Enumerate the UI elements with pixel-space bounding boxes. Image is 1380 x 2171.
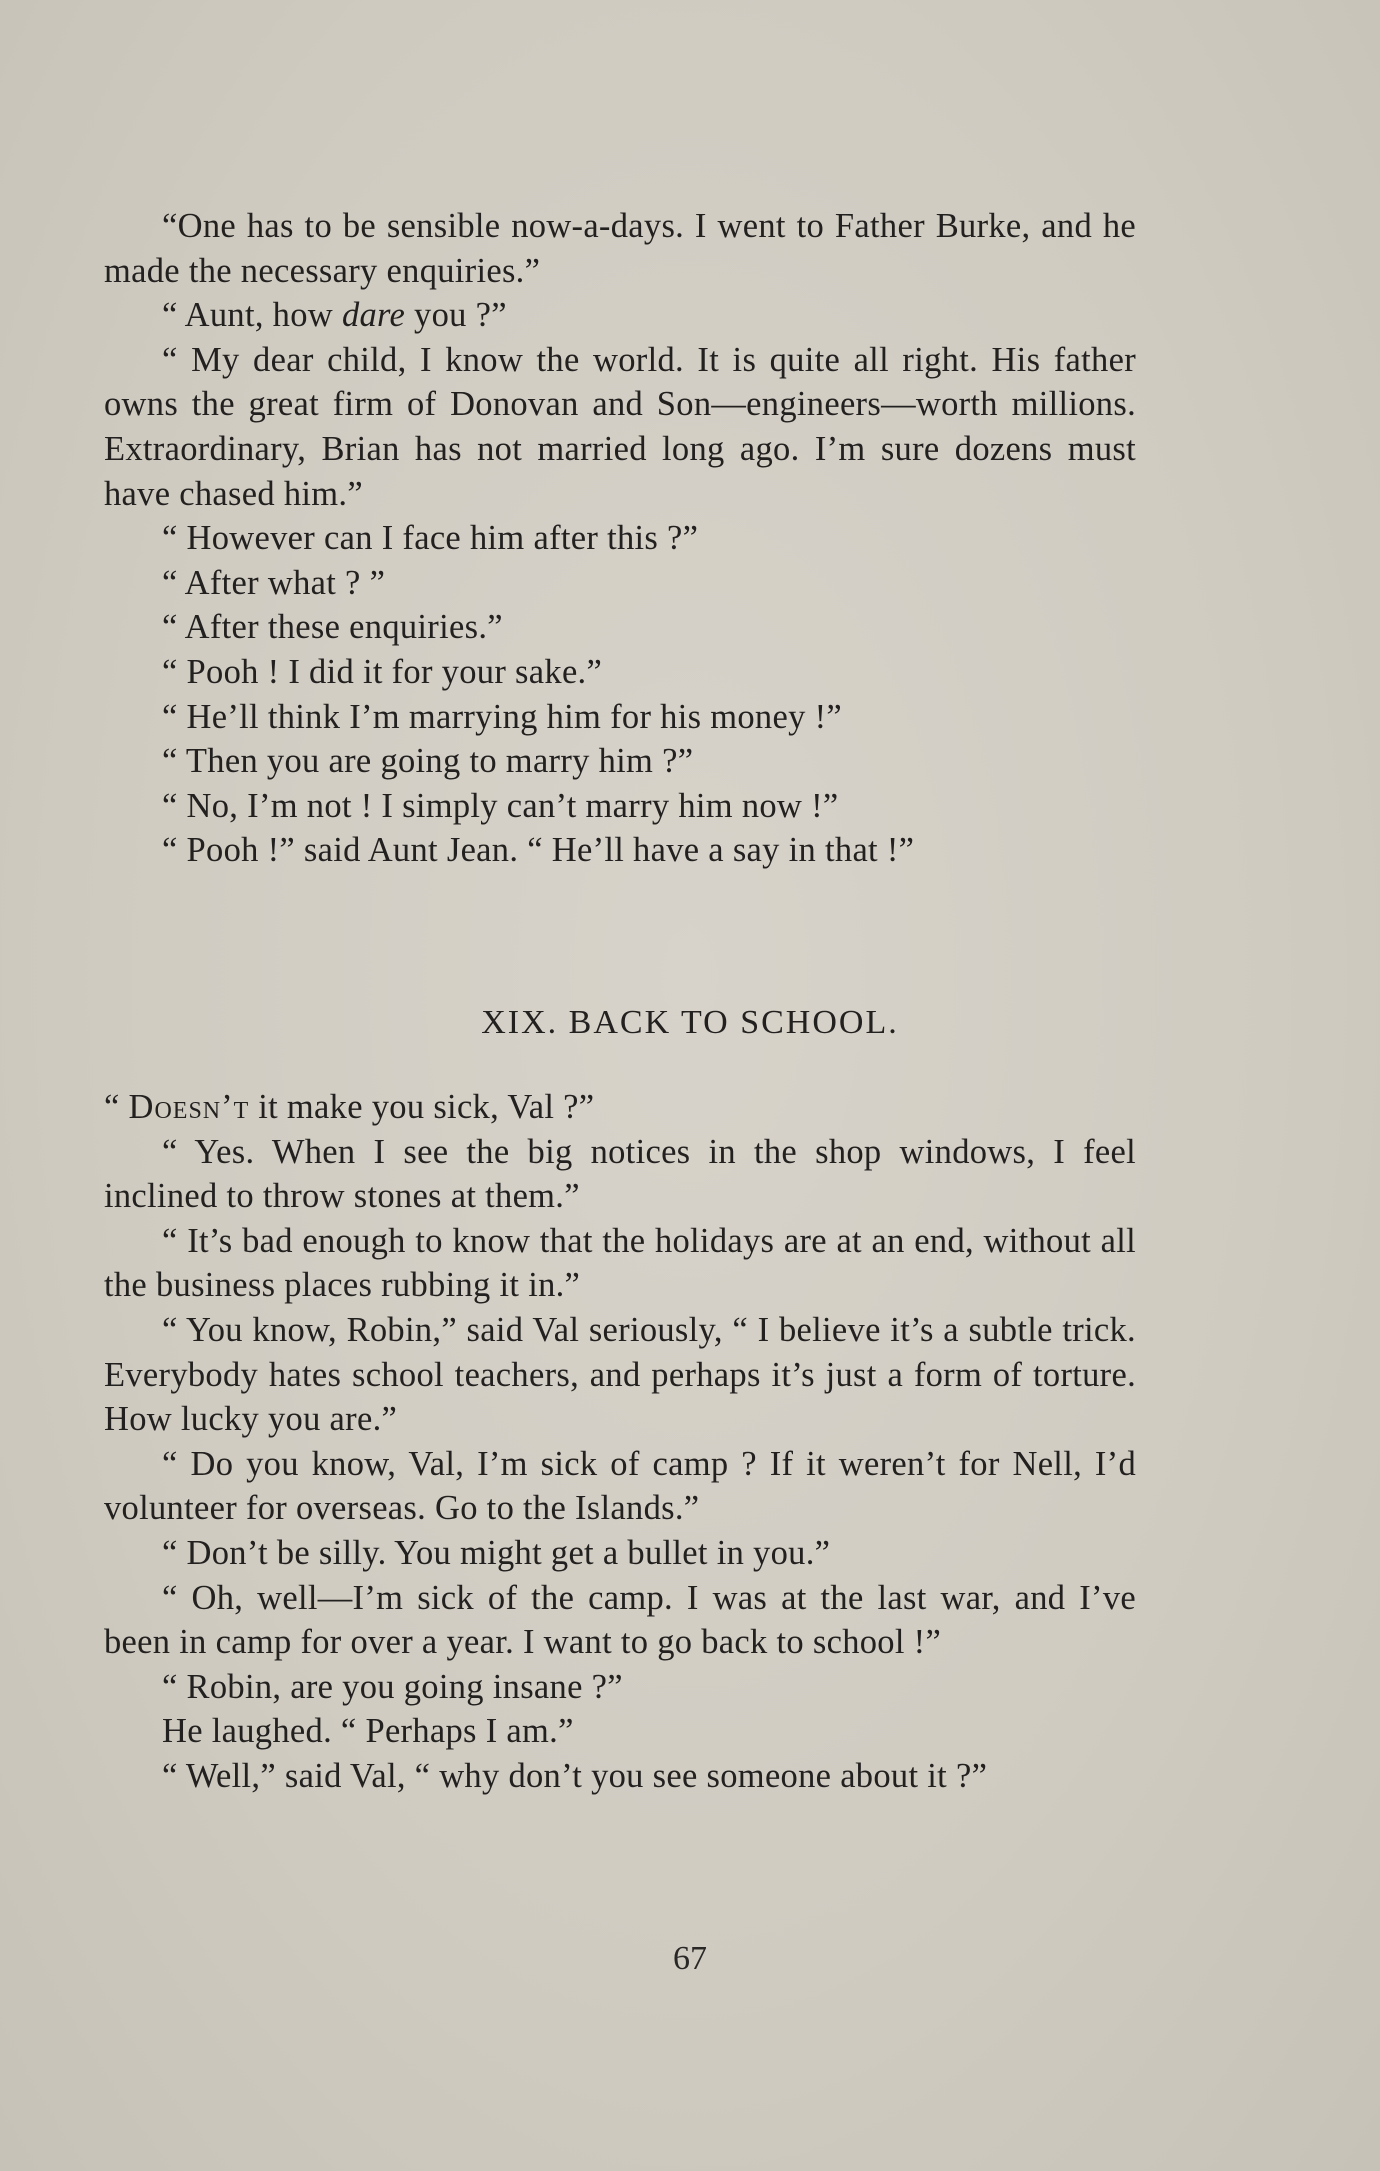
paragraph: [104, 293, 1136, 338]
text-run: “: [104, 1088, 129, 1126]
paragraph: “ Pooh ! I did it for your sake.”: [162, 652, 603, 691]
emphasis-text: dare: [341, 296, 406, 335]
paragraph: “ My dear child, I know the world. It is quite all right. His father owns the great firm of Donovan and Son—engineers—worth millions. Extraordinary, Brian has not married long ago. I’m sure dozens must have chased him.”: [104, 340, 1136, 513]
paragraph: “ Oh, well—I’m sick of the camp. I was at the last war, and I’ve been in camp for over a year. I want to go back to school !”: [104, 1578, 1136, 1662]
paragraph: “ No, I’m not ! I simply can’t marry him now !”: [162, 786, 839, 825]
paragraph: “ After these enquiries.”: [162, 608, 503, 647]
page-number: 67: [673, 1940, 707, 1977]
text-run: it make you sick, Val ?”: [249, 1088, 595, 1126]
paragraph: “ Well,” said Val, “ why don’t you see someone about it ?”: [162, 1756, 988, 1795]
paragraph: [104, 1085, 1136, 1130]
paragraph: He laughed. “ Perhaps I am.”: [162, 1712, 574, 1751]
paragraph: “ After what ? ”: [162, 563, 386, 602]
text-block-top: [104, 204, 1136, 873]
text-run: you ?”: [405, 296, 507, 335]
paragraph: “ Robin, are you going insane ?”: [162, 1667, 623, 1706]
paragraph: “ Don’t be silly. You might get a bullet in you.”: [162, 1533, 831, 1572]
chapter-title: XIX. BACK TO SCHOOL.: [481, 1004, 899, 1041]
paragraph: “ Yes. When I see the big notices in the shop windows, I feel inclined to throw stones at them.”: [104, 1132, 1136, 1216]
paragraph: “One has to be sensible now-a-days. I went to Father Burke, and he made the necessary enquiries.”: [104, 207, 1136, 290]
paragraph: “ However can I face him after this ?”: [162, 519, 699, 558]
text-run: “ Aunt, how: [162, 296, 342, 335]
paragraph: “ Pooh !” said Aunt Jean. “ He’ll have a say in that !”: [162, 831, 915, 870]
paragraph: “ You know, Robin,” said Val seriously, “ I believe it’s a subtle trick. Everybody hates school teachers, and perhaps it’s just a form of torture. How lucky you are.”: [104, 1310, 1136, 1439]
paragraph: “ Do you know, Val, I’m sick of camp ? If it weren’t for Nell, I’d volunteer for overseas. Go to the Islands.”: [104, 1444, 1136, 1528]
paragraph: “ Then you are going to marry him ?”: [162, 742, 694, 781]
text-block-chapter: [104, 1085, 1136, 1799]
paragraph: “ He’ll think I’m marrying him for his money !”: [162, 697, 842, 736]
small-caps-opening-word: Doesn’t: [128, 1088, 250, 1126]
paragraph: “ It’s bad enough to know that the holidays are at an end, without all the business places rubbing it in.”: [104, 1221, 1136, 1305]
